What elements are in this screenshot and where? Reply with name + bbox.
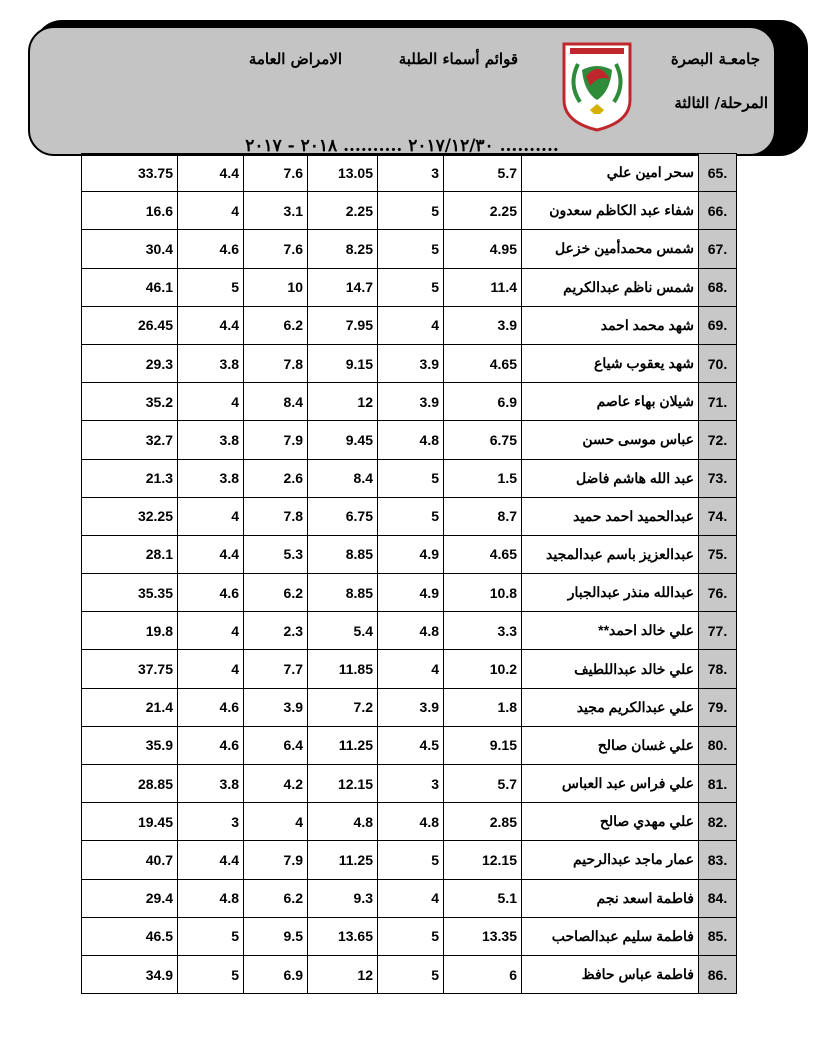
- cell-score-3: 8.25: [308, 230, 378, 268]
- cell-score-1: 4.65: [444, 535, 522, 573]
- cell-row-number: 77.: [699, 612, 737, 650]
- cell-score-4: 7.7: [244, 650, 308, 688]
- cell-student-name: عبدالحميد احمد حميد: [522, 497, 699, 535]
- cell-score-2: 3.9: [378, 688, 444, 726]
- cell-score-4: 6.2: [244, 879, 308, 917]
- cell-student-name: شهد يعقوب شياع: [522, 344, 699, 382]
- cell-score-4: 3.1: [244, 192, 308, 230]
- cell-score-4: 10: [244, 268, 308, 306]
- cell-score-2: 4.8: [378, 803, 444, 841]
- table-row: [82, 650, 737, 688]
- cell-score-3: 12.15: [308, 765, 378, 803]
- cell-score-5: 4: [178, 612, 244, 650]
- cell-row-number: 68.: [699, 268, 737, 306]
- cell-score-4: 6.2: [244, 574, 308, 612]
- cell-score-5: 4: [178, 383, 244, 421]
- cell-score-1: 6: [444, 955, 522, 993]
- cell-score-4: 5.3: [244, 535, 308, 573]
- cell-row-number: 86.: [699, 955, 737, 993]
- cell-student-name: علي خالد عبداللطيف: [522, 650, 699, 688]
- cell-score-4: 7.9: [244, 841, 308, 879]
- cell-score-3: 5.4: [308, 612, 378, 650]
- cell-total: 26.45: [82, 306, 178, 344]
- table-row: [82, 268, 737, 306]
- cell-row-number: 66.: [699, 192, 737, 230]
- cell-score-2: 4: [378, 306, 444, 344]
- cell-score-2: 5: [378, 955, 444, 993]
- cell-score-5: 4.6: [178, 574, 244, 612]
- cell-score-1: 10.2: [444, 650, 522, 688]
- cell-score-3: 2.25: [308, 192, 378, 230]
- cell-total: 46.5: [82, 917, 178, 955]
- cell-score-1: 6.9: [444, 383, 522, 421]
- cell-row-number: 69.: [699, 306, 737, 344]
- university-emblem-icon: [560, 40, 634, 132]
- cell-student-name: فاطمة سليم عبدالصاحب: [522, 917, 699, 955]
- cell-total: 28.1: [82, 535, 178, 573]
- cell-row-number: 81.: [699, 765, 737, 803]
- cell-score-1: 3.9: [444, 306, 522, 344]
- table-row: [82, 230, 737, 268]
- cell-score-5: 5: [178, 268, 244, 306]
- stage-label: المرحلة/ الثالثة: [674, 94, 768, 112]
- cell-score-2: 5: [378, 917, 444, 955]
- university-name: جامعـة البصرة: [670, 50, 760, 68]
- cell-score-1: 10.8: [444, 574, 522, 612]
- cell-total: 35.2: [82, 383, 178, 421]
- cell-score-4: 2.6: [244, 459, 308, 497]
- table-row: [82, 306, 737, 344]
- cell-total: 46.1: [82, 268, 178, 306]
- cell-total: 19.8: [82, 612, 178, 650]
- cell-score-3: 8.4: [308, 459, 378, 497]
- cell-score-2: 3: [378, 765, 444, 803]
- grades-table: [81, 153, 737, 994]
- cell-student-name: شيلان بهاء عاصم: [522, 383, 699, 421]
- cell-row-number: 75.: [699, 535, 737, 573]
- cell-student-name: علي فراس عبد العباس: [522, 765, 699, 803]
- cell-score-3: 7.2: [308, 688, 378, 726]
- cell-score-3: 8.85: [308, 574, 378, 612]
- cell-score-3: 4.8: [308, 803, 378, 841]
- cell-score-4: 7.8: [244, 344, 308, 382]
- cell-score-2: 4: [378, 650, 444, 688]
- table-row: [82, 879, 737, 917]
- cell-score-4: 4.2: [244, 765, 308, 803]
- cell-score-5: 3.8: [178, 421, 244, 459]
- cell-student-name: علي غسان صالح: [522, 726, 699, 764]
- cell-student-name: علي مهدي صالح: [522, 803, 699, 841]
- cell-student-name: عبد الله هاشم فاضل: [522, 459, 699, 497]
- cell-score-4: 7.8: [244, 497, 308, 535]
- cell-score-2: 4.5: [378, 726, 444, 764]
- cell-score-2: 5: [378, 192, 444, 230]
- table-row: [82, 803, 737, 841]
- cell-score-5: 3.8: [178, 765, 244, 803]
- cell-score-1: 1.8: [444, 688, 522, 726]
- cell-score-1: 1.5: [444, 459, 522, 497]
- cell-score-4: 9.5: [244, 917, 308, 955]
- cell-score-3: 11.25: [308, 726, 378, 764]
- cell-total: 21.4: [82, 688, 178, 726]
- cell-score-3: 9.3: [308, 879, 378, 917]
- cell-row-number: 73.: [699, 459, 737, 497]
- cell-score-3: 8.85: [308, 535, 378, 573]
- cell-score-2: 4.9: [378, 574, 444, 612]
- cell-score-2: 5: [378, 497, 444, 535]
- cell-score-4: 2.3: [244, 612, 308, 650]
- cell-score-5: 4.4: [178, 841, 244, 879]
- cell-score-1: 6.75: [444, 421, 522, 459]
- cell-score-4: 7.9: [244, 421, 308, 459]
- cell-score-3: 7.95: [308, 306, 378, 344]
- cell-score-5: 4: [178, 650, 244, 688]
- table-row: [82, 421, 737, 459]
- cell-row-number: 82.: [699, 803, 737, 841]
- table-row: [82, 841, 737, 879]
- table-row: [82, 955, 737, 993]
- cell-score-3: 12: [308, 383, 378, 421]
- cell-score-2: 4.9: [378, 535, 444, 573]
- cell-score-1: 11.4: [444, 268, 522, 306]
- cell-score-1: 5.1: [444, 879, 522, 917]
- table-row: [82, 344, 737, 382]
- cell-score-1: 8.7: [444, 497, 522, 535]
- cell-row-number: 80.: [699, 726, 737, 764]
- cell-row-number: 67.: [699, 230, 737, 268]
- cell-total: 34.9: [82, 955, 178, 993]
- cell-row-number: 83.: [699, 841, 737, 879]
- cell-score-3: 9.15: [308, 344, 378, 382]
- cell-total: 29.3: [82, 344, 178, 382]
- cut-off-line: ٢٠١٧/١٢/٣٠ .......... ٢٠١٨ - ٢٠١٧ ..........: [245, 136, 559, 156]
- cell-score-4: 4: [244, 803, 308, 841]
- cell-score-5: 4: [178, 192, 244, 230]
- cell-total: 35.9: [82, 726, 178, 764]
- cell-score-5: 5: [178, 955, 244, 993]
- cell-score-4: 7.6: [244, 230, 308, 268]
- cell-student-name: علي عبدالكريم مجيد: [522, 688, 699, 726]
- cell-row-number: 79.: [699, 688, 737, 726]
- cell-score-1: 2.25: [444, 192, 522, 230]
- table-row: [82, 192, 737, 230]
- cell-row-number: 72.: [699, 421, 737, 459]
- cell-score-5: 3.8: [178, 344, 244, 382]
- cell-score-4: 6.9: [244, 955, 308, 993]
- cell-student-name: عبدالعزيز باسم عبدالمجيد: [522, 535, 699, 573]
- cell-score-3: 12: [308, 955, 378, 993]
- cell-score-5: 4.6: [178, 230, 244, 268]
- cell-row-number: 71.: [699, 383, 737, 421]
- cell-score-5: 3: [178, 803, 244, 841]
- cell-student-name: شهد محمد احمد: [522, 306, 699, 344]
- cell-score-3: 13.65: [308, 917, 378, 955]
- page-header: [28, 26, 776, 156]
- cell-score-4: 6.2: [244, 306, 308, 344]
- cell-total: 37.75: [82, 650, 178, 688]
- cell-score-3: 14.7: [308, 268, 378, 306]
- cell-student-name: سحر امين علي: [522, 154, 699, 192]
- cell-score-2: 4: [378, 879, 444, 917]
- list-title: قوائم أسماء الطلبة: [398, 50, 518, 68]
- table-row: [82, 688, 737, 726]
- table-row: [82, 917, 737, 955]
- cell-score-2: 5: [378, 268, 444, 306]
- cell-student-name: عباس موسى حسن: [522, 421, 699, 459]
- table-row: [82, 535, 737, 573]
- cell-total: 40.7: [82, 841, 178, 879]
- cell-total: 32.7: [82, 421, 178, 459]
- cell-score-4: 3.9: [244, 688, 308, 726]
- table-row: [82, 726, 737, 764]
- cell-score-1: 2.85: [444, 803, 522, 841]
- cell-score-1: 9.15: [444, 726, 522, 764]
- cell-student-name: عبدالله منذر عبدالجبار: [522, 574, 699, 612]
- cell-score-1: 5.7: [444, 765, 522, 803]
- cell-student-name: علي خالد احمد**: [522, 612, 699, 650]
- cell-total: 30.4: [82, 230, 178, 268]
- cell-score-2: 5: [378, 841, 444, 879]
- cell-row-number: 76.: [699, 574, 737, 612]
- cell-student-name: فاطمة عباس حافظ: [522, 955, 699, 993]
- cell-row-number: 70.: [699, 344, 737, 382]
- table-row: [82, 383, 737, 421]
- cell-score-1: 3.3: [444, 612, 522, 650]
- cell-row-number: 78.: [699, 650, 737, 688]
- cell-row-number: 84.: [699, 879, 737, 917]
- cell-student-name: شمس محمدأمين خزعل: [522, 230, 699, 268]
- cell-score-5: 5: [178, 917, 244, 955]
- table-row: [82, 497, 737, 535]
- cell-total: 16.6: [82, 192, 178, 230]
- cell-score-2: 3: [378, 154, 444, 192]
- cell-row-number: 85.: [699, 917, 737, 955]
- cell-score-5: 4.8: [178, 879, 244, 917]
- cell-student-name: فاطمة اسعد نجم: [522, 879, 699, 917]
- cell-total: 19.45: [82, 803, 178, 841]
- cell-score-3: 6.75: [308, 497, 378, 535]
- cell-score-3: 11.85: [308, 650, 378, 688]
- cell-score-3: 13.05: [308, 154, 378, 192]
- cell-score-3: 9.45: [308, 421, 378, 459]
- cell-score-5: 4.4: [178, 306, 244, 344]
- cell-total: 21.3: [82, 459, 178, 497]
- cell-score-2: 5: [378, 230, 444, 268]
- cell-total: 29.4: [82, 879, 178, 917]
- cell-total: 32.25: [82, 497, 178, 535]
- table-row: [82, 765, 737, 803]
- table-row: [82, 574, 737, 612]
- cell-student-name: عمار ماجد عبدالرحيم: [522, 841, 699, 879]
- cell-score-2: 5: [378, 459, 444, 497]
- cell-score-4: 7.6: [244, 154, 308, 192]
- cell-row-number: 65.: [699, 154, 737, 192]
- cell-score-3: 11.25: [308, 841, 378, 879]
- department-name: الامراض العامة: [248, 50, 342, 68]
- cell-student-name: شمس ناظم عبدالكريم: [522, 268, 699, 306]
- cell-score-5: 4: [178, 497, 244, 535]
- cell-score-5: 3.8: [178, 459, 244, 497]
- cell-total: 35.35: [82, 574, 178, 612]
- cell-score-1: 4.65: [444, 344, 522, 382]
- cell-student-name: شفاء عبد الكاظم سعدون: [522, 192, 699, 230]
- cell-score-1: 12.15: [444, 841, 522, 879]
- cell-score-2: 4.8: [378, 421, 444, 459]
- cell-score-1: 4.95: [444, 230, 522, 268]
- table-row: [82, 154, 737, 192]
- cell-score-4: 8.4: [244, 383, 308, 421]
- cell-score-4: 6.4: [244, 726, 308, 764]
- cell-score-1: 5.7: [444, 154, 522, 192]
- cell-score-1: 13.35: [444, 917, 522, 955]
- cell-score-2: 3.9: [378, 344, 444, 382]
- table-row: [82, 612, 737, 650]
- cell-row-number: 74.: [699, 497, 737, 535]
- cell-score-5: 4.4: [178, 535, 244, 573]
- cell-total: 28.85: [82, 765, 178, 803]
- cell-score-5: 4.4: [178, 154, 244, 192]
- table-row: [82, 459, 737, 497]
- cell-score-2: 4.8: [378, 612, 444, 650]
- cell-score-5: 4.6: [178, 726, 244, 764]
- cell-score-5: 4.6: [178, 688, 244, 726]
- cell-score-2: 3.9: [378, 383, 444, 421]
- cell-total: 33.75: [82, 154, 178, 192]
